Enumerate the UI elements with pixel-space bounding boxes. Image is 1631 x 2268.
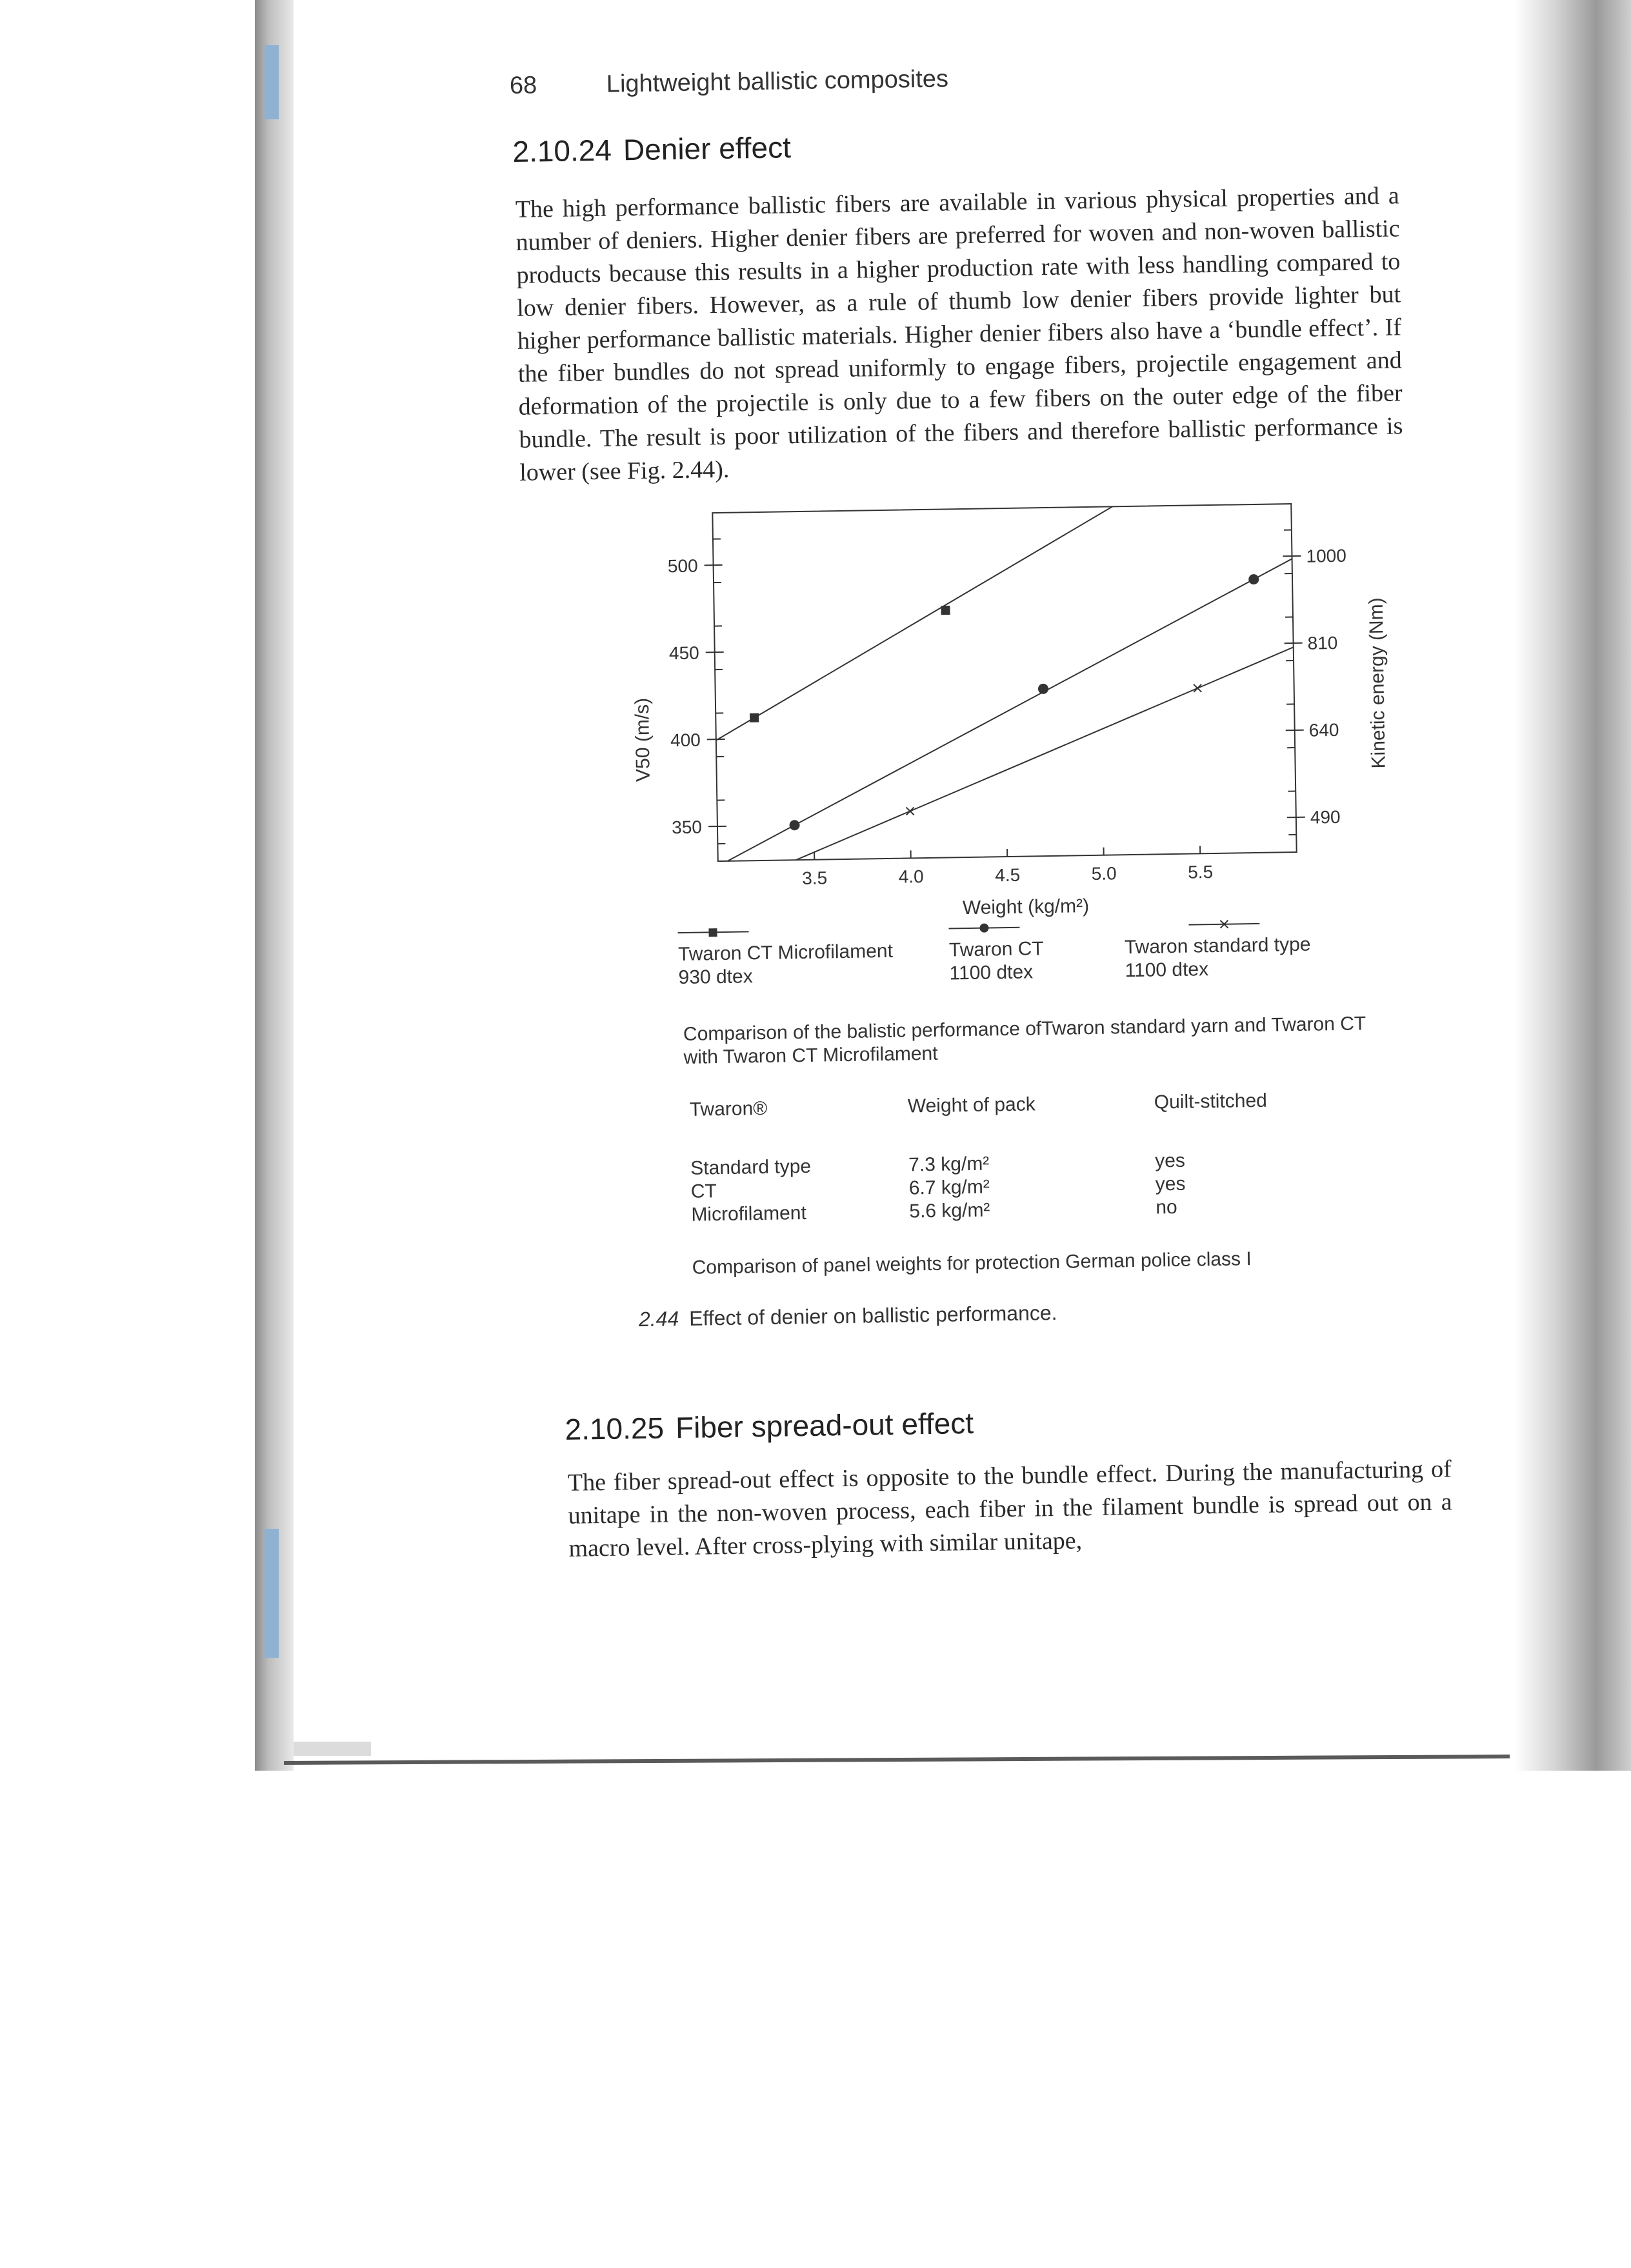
data-point-circle <box>1248 574 1259 584</box>
table-cell: Microfilament <box>691 1200 898 1227</box>
series-line <box>714 559 1297 866</box>
data-point-x <box>906 807 914 815</box>
y-tick-label: 500 <box>668 556 698 577</box>
x-tick-label: 4.5 <box>995 865 1020 886</box>
table-cell: no <box>1156 1193 1350 1220</box>
legend-sublabel: 1100 dtex <box>1125 957 1311 983</box>
table-caption: Comparison of panel weights for protection German police class I <box>692 1246 1401 1280</box>
legend-label: Twaron CT Microfilament <box>678 940 893 966</box>
table-column-quilt <box>1154 1089 1350 1220</box>
figure-caption <box>639 1301 1057 1331</box>
data-point-circle <box>789 820 799 830</box>
body-paragraph: The fiber spread-out effect is opposite to the bundle effect. During the manufacturing of unitape in the non-woven process, each fiber in the filament bundle is spread out on a macro level. After cross-plying with similar unitape, <box>568 1453 1453 1566</box>
legend-item <box>948 920 1044 985</box>
data-point-x <box>1194 684 1201 692</box>
section-number: 2.10.25 <box>565 1411 664 1446</box>
figure-number: 2.44 <box>639 1307 679 1331</box>
legend-label: Twaron CT <box>949 937 1044 962</box>
table-cell: yes <box>1155 1170 1349 1197</box>
table-column-twaron <box>690 1096 898 1227</box>
table-cell: yes <box>1155 1147 1349 1173</box>
table-cell: 7.3 kg/m² <box>908 1150 1141 1177</box>
y-tick-label: 450 <box>669 642 699 663</box>
section-title: Fiber spread-out effect <box>675 1406 974 1444</box>
running-head <box>510 65 949 100</box>
y2-tick-label: 640 <box>1308 720 1339 741</box>
table-cell: 6.7 kg/m² <box>909 1173 1142 1200</box>
plot-frame <box>712 504 1296 861</box>
y-axis-label: V50 (m/s) <box>632 698 654 782</box>
y-tick-label: 400 <box>670 730 701 750</box>
section-title: Denier effect <box>623 130 792 166</box>
legend-marker-square <box>677 925 748 939</box>
data-point-square <box>750 713 759 722</box>
x-tick-label: 5.0 <box>1091 863 1116 884</box>
body-paragraph: The high performance ballistic fibers are available in various physical properties and a number of deniers. Higher denier fibers are preferred for woven and non-woven ballistic products because this results in a higher production rate with less handling compared to low denier fibers. However, as a rule of thumb low denier fibers provide lighter but higher performance ballistic materials. Higher denier fibers also have a ‘bundle effect’. If the fiber bundles do not spread uniformly to engage fibers, projectile engagement and deformation of the projectile is only due to a few fibers on the outer edge of the fiber bundle. The result is poor utilization of the fibers and therefore ballistic performance is lower (see Fig. 2.44). <box>515 179 1404 489</box>
y2-tick-label: 490 <box>1310 807 1341 828</box>
table-header: Twaron® <box>690 1096 897 1157</box>
y2-tick-label: 1000 <box>1306 546 1346 566</box>
data-point-square <box>941 606 950 615</box>
legend-marker-circle <box>948 921 1019 935</box>
x-tick-label: 5.5 <box>1188 862 1213 882</box>
x-tick-label: 3.5 <box>802 868 827 888</box>
table-column-weight <box>908 1092 1142 1224</box>
chart-svg <box>626 489 1407 940</box>
section-heading <box>565 1406 974 1447</box>
table-header: Weight of pack <box>908 1092 1141 1154</box>
table-cell: 5.6 kg/m² <box>909 1197 1142 1224</box>
ballistic-chart <box>626 489 1407 940</box>
legend-marker-x <box>1188 917 1259 931</box>
x-tick-label: 4.0 <box>899 866 924 887</box>
page-number: 68 <box>510 71 607 100</box>
table-header: Quilt-stitched <box>1154 1089 1348 1150</box>
series-line <box>711 489 1295 740</box>
figure-caption-text: Effect of denier on ballistic performance. <box>689 1301 1057 1330</box>
table-cell: Standard type <box>690 1154 897 1180</box>
y2-axis-label: Kinetic energy (Nm) <box>1366 597 1390 769</box>
data-point-circle <box>1038 684 1048 694</box>
legend-item <box>677 923 893 990</box>
legend-label: Twaron standard type <box>1125 933 1311 960</box>
x-axis-label: Weight (kg/m²) <box>963 895 1090 919</box>
y-tick-label: 350 <box>672 817 702 837</box>
chart-caption: Comparison of the balistic performance ofTwaron standard yarn and Twaron CT with Twaron CT Microfilament <box>683 1012 1394 1069</box>
table-cell: CT <box>691 1177 898 1204</box>
y2-tick-label: 810 <box>1307 633 1337 653</box>
section-heading <box>512 130 791 169</box>
legend-sublabel: 1100 dtex <box>949 960 1044 985</box>
legend-sublabel: 930 dtex <box>678 963 893 990</box>
section-number: 2.10.24 <box>512 134 612 168</box>
legend-item <box>1124 917 1311 983</box>
book-title: Lightweight ballistic composites <box>606 65 949 97</box>
